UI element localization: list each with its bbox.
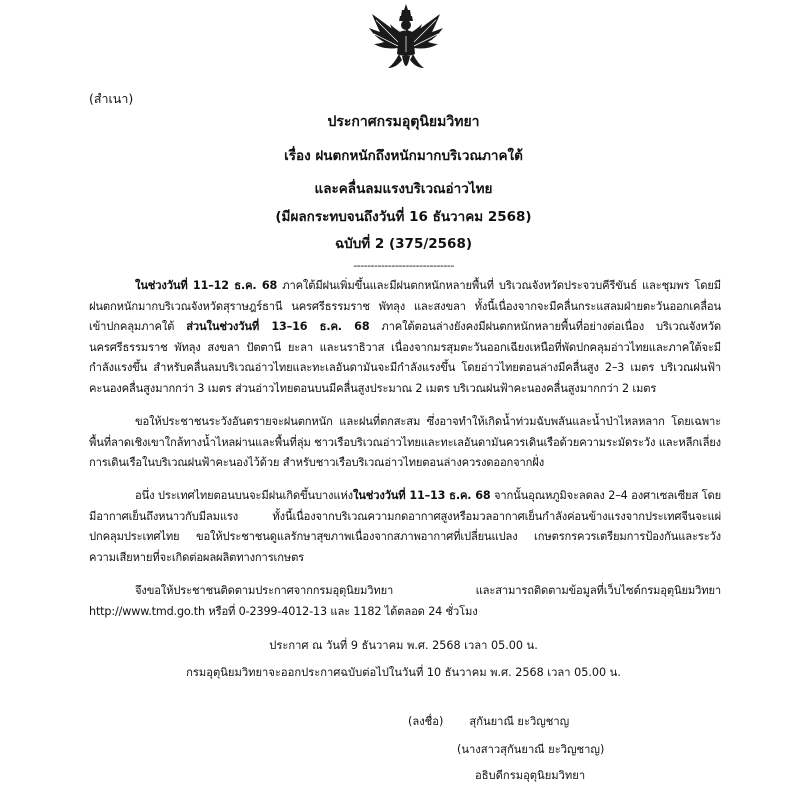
subject-line-2: และคลื่นลมแรงบริเวณอ่าวไทย	[314, 181, 493, 197]
effective-period: (มีผลกระทบจนถึงวันที่ 16 ธันวาคม 2568)	[275, 209, 532, 225]
subject-line-1: เรื่อง ฝนตกหนักถึงหนักมากบริเวณภาคใต้	[284, 148, 523, 164]
paragraph-cold-weather	[89, 486, 721, 568]
signature-prefix: (ลงชื่อ)	[408, 715, 444, 728]
issue-number: ฉบับที่ 2 (375/2568)	[334, 236, 473, 252]
signatory-position: อธิบดีกรมอุตุนิยมวิทยา	[475, 769, 586, 782]
header-divider: -----------------------------	[353, 259, 454, 272]
paragraph-forecast	[89, 276, 721, 399]
cold-weather-period: ในช่วงวันที่ 11–13 ธ.ค. 68	[352, 489, 491, 502]
copy-mark-label: (สำเนา)	[89, 91, 134, 106]
contact-text: จึงขอให้ประชาชนติดตามประกาศจากกรมอุตุนิยมวิทยา และสามารถติดตามข้อมูลที่เว็บไซต์กรมอุตุนิยมวิทยา http://www.tmd.go.th หรือที่ 0-2399-4012-13 และ 1182 ได้ตลอด 24 ชั่วโมง	[89, 584, 721, 618]
paragraph-contact	[89, 581, 721, 622]
cold-weather-text-1: อนึ่ง ประเทศไทยตอนบนจะมีฝนเกิดขึ้นบางแห่ง	[135, 489, 353, 502]
signature-line	[408, 712, 569, 730]
signatory-full-name: (นางสาวสุกันยาณี ยะวิญชาญ)	[457, 743, 605, 756]
announcement-title: ประกาศกรมอุตุนิยมวิทยา	[327, 114, 480, 130]
forecast-text-1: ภาคใต้มีฝนเพิ่มขึ้นและมีฝนตกหนักหลายพื้นที่ บริเวณจังหวัดประจวบคีรีขันธ์ และชุมพร โดยมีฝนตกหนักมากบริเวณจังหวัดสุราษฎร์ธานี นครศรีธรรมราช พัทลุง และสงขลา ทั้งนี้เนื่องจากจะมีคลื่นกระแสลมฝ่ายตะวันออกเคลื่อนเข้าปกคลุมภาคใต้	[89, 279, 722, 333]
forecast-period-2: ส่วนในช่วงวันที่ 13–16 ธ.ค. 68	[186, 320, 370, 333]
garuda-emblem-icon	[366, 2, 446, 78]
forecast-period-1: ในช่วงวันที่ 11–12 ธ.ค. 68	[135, 279, 278, 292]
cold-weather-text-2: จากนั้นอุณหภูมิจะลดลง 2–4 องศาเซลเซียส โดยมีอากาศเย็นถึงหนาวกับมีลมแรง ทั้งนี้เนื่องจากบริเวณความกดอากาศสูงหรือมวลอากาศเย็นกำลังค่อนข้างแรงจากประเทศจีนจะแผ่ปกคลุมประเทศไทย ขอให้ประชาชนดูแลรักษาสุขภาพเนื่องจากสภาพอากาศที่เปลี่ยนแปลง เกษตรกรควรเตรียมการป้องกันและระวังความเสียหายที่จะเกิดต่อผลผลิตทางการเกษตร	[89, 489, 722, 564]
announcement-date: ประกาศ ณ วันที่ 9 ธันวาคม พ.ศ. 2568 เวลา 05.00 น.	[269, 639, 538, 652]
forecast-text-2: ภาคใต้ตอนล่างยังคงมีฝนตกหนักหลายพื้นที่อย่างต่อเนื่อง บริเวณจังหวัดนครศรีธรรมราช พัทลุง สงขลา ปัตตานี ยะลา และนราธิวาส เนื่องจากมรสุมตะวันออกเฉียงเหนือที่พัดปกคลุมอ่าวไทยและภาคใต้จะมีกำลังแรงขึ้น สำหรับคลื่นลมบริเวณอ่าวไทยและทะเลอันดามันจะมีกำลังแรงขึ้น โดยอ่าวไทยตอนล่างมีคลื่นสูง 2–3 เมตร บริเวณฝนฟ้าคะนองคลื่นสูงมากกว่า 3 เมตร ส่วนอ่าวไทยตอนบนมีคลื่นสูงประมาณ 2 เมตร บริเวณฝนฟ้าคะนองคลื่นสูงมากกว่า 2 เมตร	[89, 320, 722, 395]
warning-text: ขอให้ประชาชนระวังอันตรายจะฝนตกหนัก และฝนที่ตกสะสม ซึ่งอาจทำให้เกิดน้ำท่วมฉับพลันและน้ำป่าไหลหลาก โดยเฉพาะพื้นที่ลาดเชิงเขาใกล้ทางน้ำไหลผ่านและพื้นที่ลุ่ม ชาวเรือบริเวณอ่าวไทยและทะเลอันดามันควรเดินเรือด้วยความระมัดระวัง และหลีกเลี่ยงการเดินเรือในบริเวณฝนฟ้าคะนองไว้ด้วย สำหรับชาวเรือบริเวณอ่าวไทยตอนล่างควรงดออกจากฝั่ง	[89, 415, 721, 469]
next-issue-note: กรมอุตุนิยมวิทยาจะออกประกาศฉบับต่อไปในวันที่ 10 ธันวาคม พ.ศ. 2568 เวลา 05.00 น.	[186, 666, 621, 679]
signature-name: สุกันยาณี ยะวิญชาญ	[469, 715, 570, 728]
paragraph-warning	[89, 412, 721, 474]
